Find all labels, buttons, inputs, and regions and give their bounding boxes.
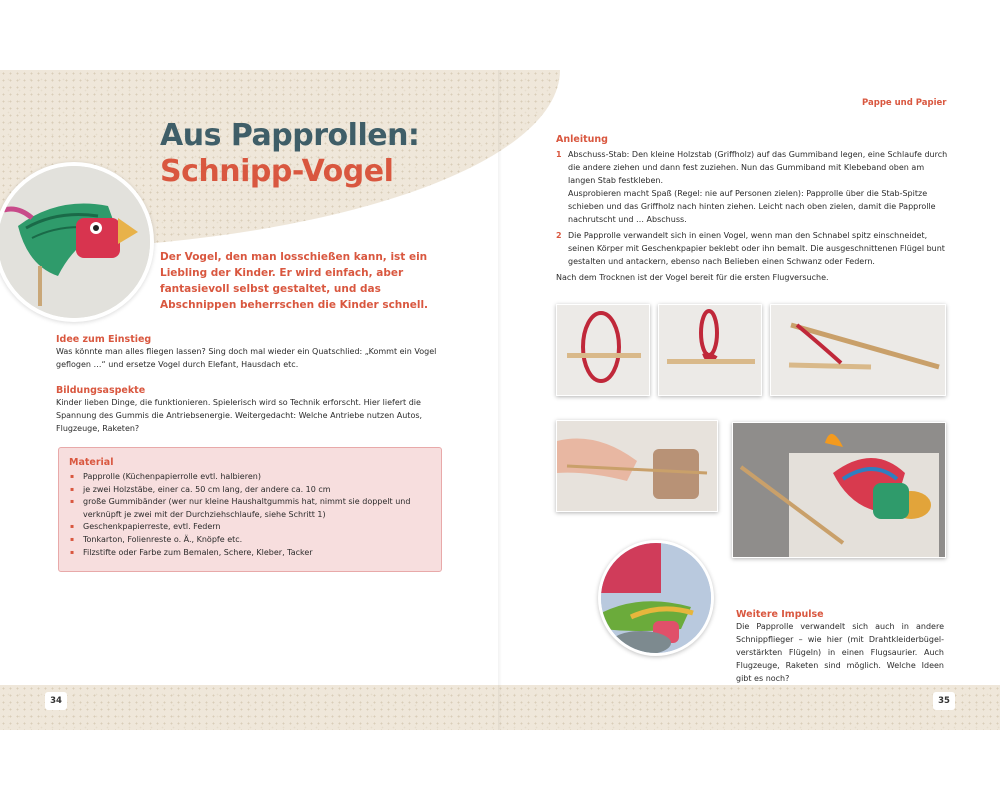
steps-list — [556, 148, 948, 187]
weitere-text: Die Papprolle verwandelt sich auch in andere Schnippflieger – wie hier (mit Drahtkleiderbügel-verstärkten Flügeln) in einen Flugsaurier. Auch Flugzeuge, Raketen sind möglich. Welche Ideen gibt es noch? — [736, 622, 944, 683]
page-title-line1: Aus Papprollen: — [160, 118, 420, 153]
photo-finished-bird — [732, 422, 946, 558]
material-list — [69, 471, 431, 559]
page-number-left: 34 — [45, 692, 67, 710]
page-title-line2: Schnipp-Vogel — [160, 154, 394, 189]
photo-hand-launch — [556, 420, 718, 512]
step-2 — [556, 229, 948, 268]
material-heading: Material — [69, 457, 114, 468]
step-text: Abschuss-Stab: Den kleine Holzstab (Griffholz) auf das Gummiband legen, eine Schlaufe durch die andere ziehen und dann fest zuziehen. Nun das Gummiband mit Klebeband oben am langen Stab festkleben. — [568, 150, 948, 185]
weitere-heading: Weitere Impulse — [736, 609, 824, 620]
intro-text: Der Vogel, den man losschießen kann, ist ein Liebling der Kinder. Er wird einfach, aber fantasievoll selbst gestaltet, und das Abschnippen beherrschen die Kinder schnell. — [160, 250, 429, 311]
step-number: 1 — [556, 150, 562, 159]
material-box — [58, 447, 442, 572]
children-photo-circle — [598, 540, 714, 656]
material-item: ▪ Papprolle (Küchenpapierrolle evtl. halbieren) — [69, 471, 431, 484]
step-number: 2 — [556, 231, 562, 240]
running-head: Pappe und Papier — [862, 98, 947, 108]
bildung-heading: Bildungsaspekte — [56, 385, 146, 396]
photo-stick-assembly — [770, 304, 946, 396]
material-item: ▪ große Gummibänder (wer nur kleine Haushaltgummis hat, nimmt sie doppelt und verknüpft je zwei mit der Durchziehschlaufe, siehe Schritt 1) — [69, 496, 431, 521]
photo-rubber-band-step1 — [556, 304, 650, 396]
book-spread — [0, 70, 1000, 730]
drying-note: Nach dem Trocknen ist der Vogel bereit für die ersten Flugversuche. — [556, 273, 829, 282]
weitere-section — [736, 609, 944, 685]
idee-section — [56, 334, 446, 371]
page-number-right: 35 — [933, 692, 955, 710]
step-1-extra-text: Ausprobieren macht Spaß (Regel: nie auf Personen zielen): Papprolle über die Stab-Spitze schieben und das Griffholz nach hinten ziehen. Leicht nach oben zielen, damit die Papprolle nachrutscht und … Abschuss. — [568, 189, 936, 224]
step-text: Die Papprolle verwandelt sich in einen Vogel, wenn man den Schnabel spitz einschneidet, seinen Körper mit Geschenkpapier beklebt oder ihn bemalt. Die ausgeschnittenen Flügel bunt gestalten und antackern, ebenso nach Belieben einen Schwanz oder Federn. — [568, 231, 945, 266]
material-item: ▪ Geschenkpapierreste, evtl. Federn — [69, 521, 431, 534]
anleitung-section — [556, 134, 948, 268]
material-item: ▪ Tonkarton, Folienreste o. Ä., Knöpfe etc. — [69, 534, 431, 547]
material-item: ▪ Filzstifte oder Farbe zum Bemalen, Schere, Kleber, Tacker — [69, 547, 431, 560]
step-1 — [556, 148, 948, 187]
photo-rubber-band-step2 — [658, 304, 762, 396]
steps-list-2 — [556, 229, 948, 268]
page-gutter — [498, 70, 502, 730]
idee-text: Was könnte man alles fliegen lassen? Sing doch mal wieder ein Quatschlied: „Kommt ein Vogel geflogen …“ und ersetze Vogel durch Elefant, Hausdach etc. — [56, 347, 437, 369]
material-item: ▪ je zwei Holzstäbe, einer ca. 50 cm lang, der andere ca. 10 cm — [69, 484, 431, 497]
idee-heading: Idee zum Einstieg — [56, 334, 152, 345]
bildung-section — [56, 385, 446, 435]
bildung-text: Kinder lieben Dinge, die funktionieren. Spielerisch wird so Technik erforscht. Hier liefert die Spannung des Gummis die Antriebsenergie. Weitergedacht: Welche Antriebe nutzen Autos, Flugzeuge, Raketen? — [56, 398, 423, 433]
anleitung-heading: Anleitung — [556, 134, 608, 145]
bird-photo-circle — [0, 162, 154, 322]
